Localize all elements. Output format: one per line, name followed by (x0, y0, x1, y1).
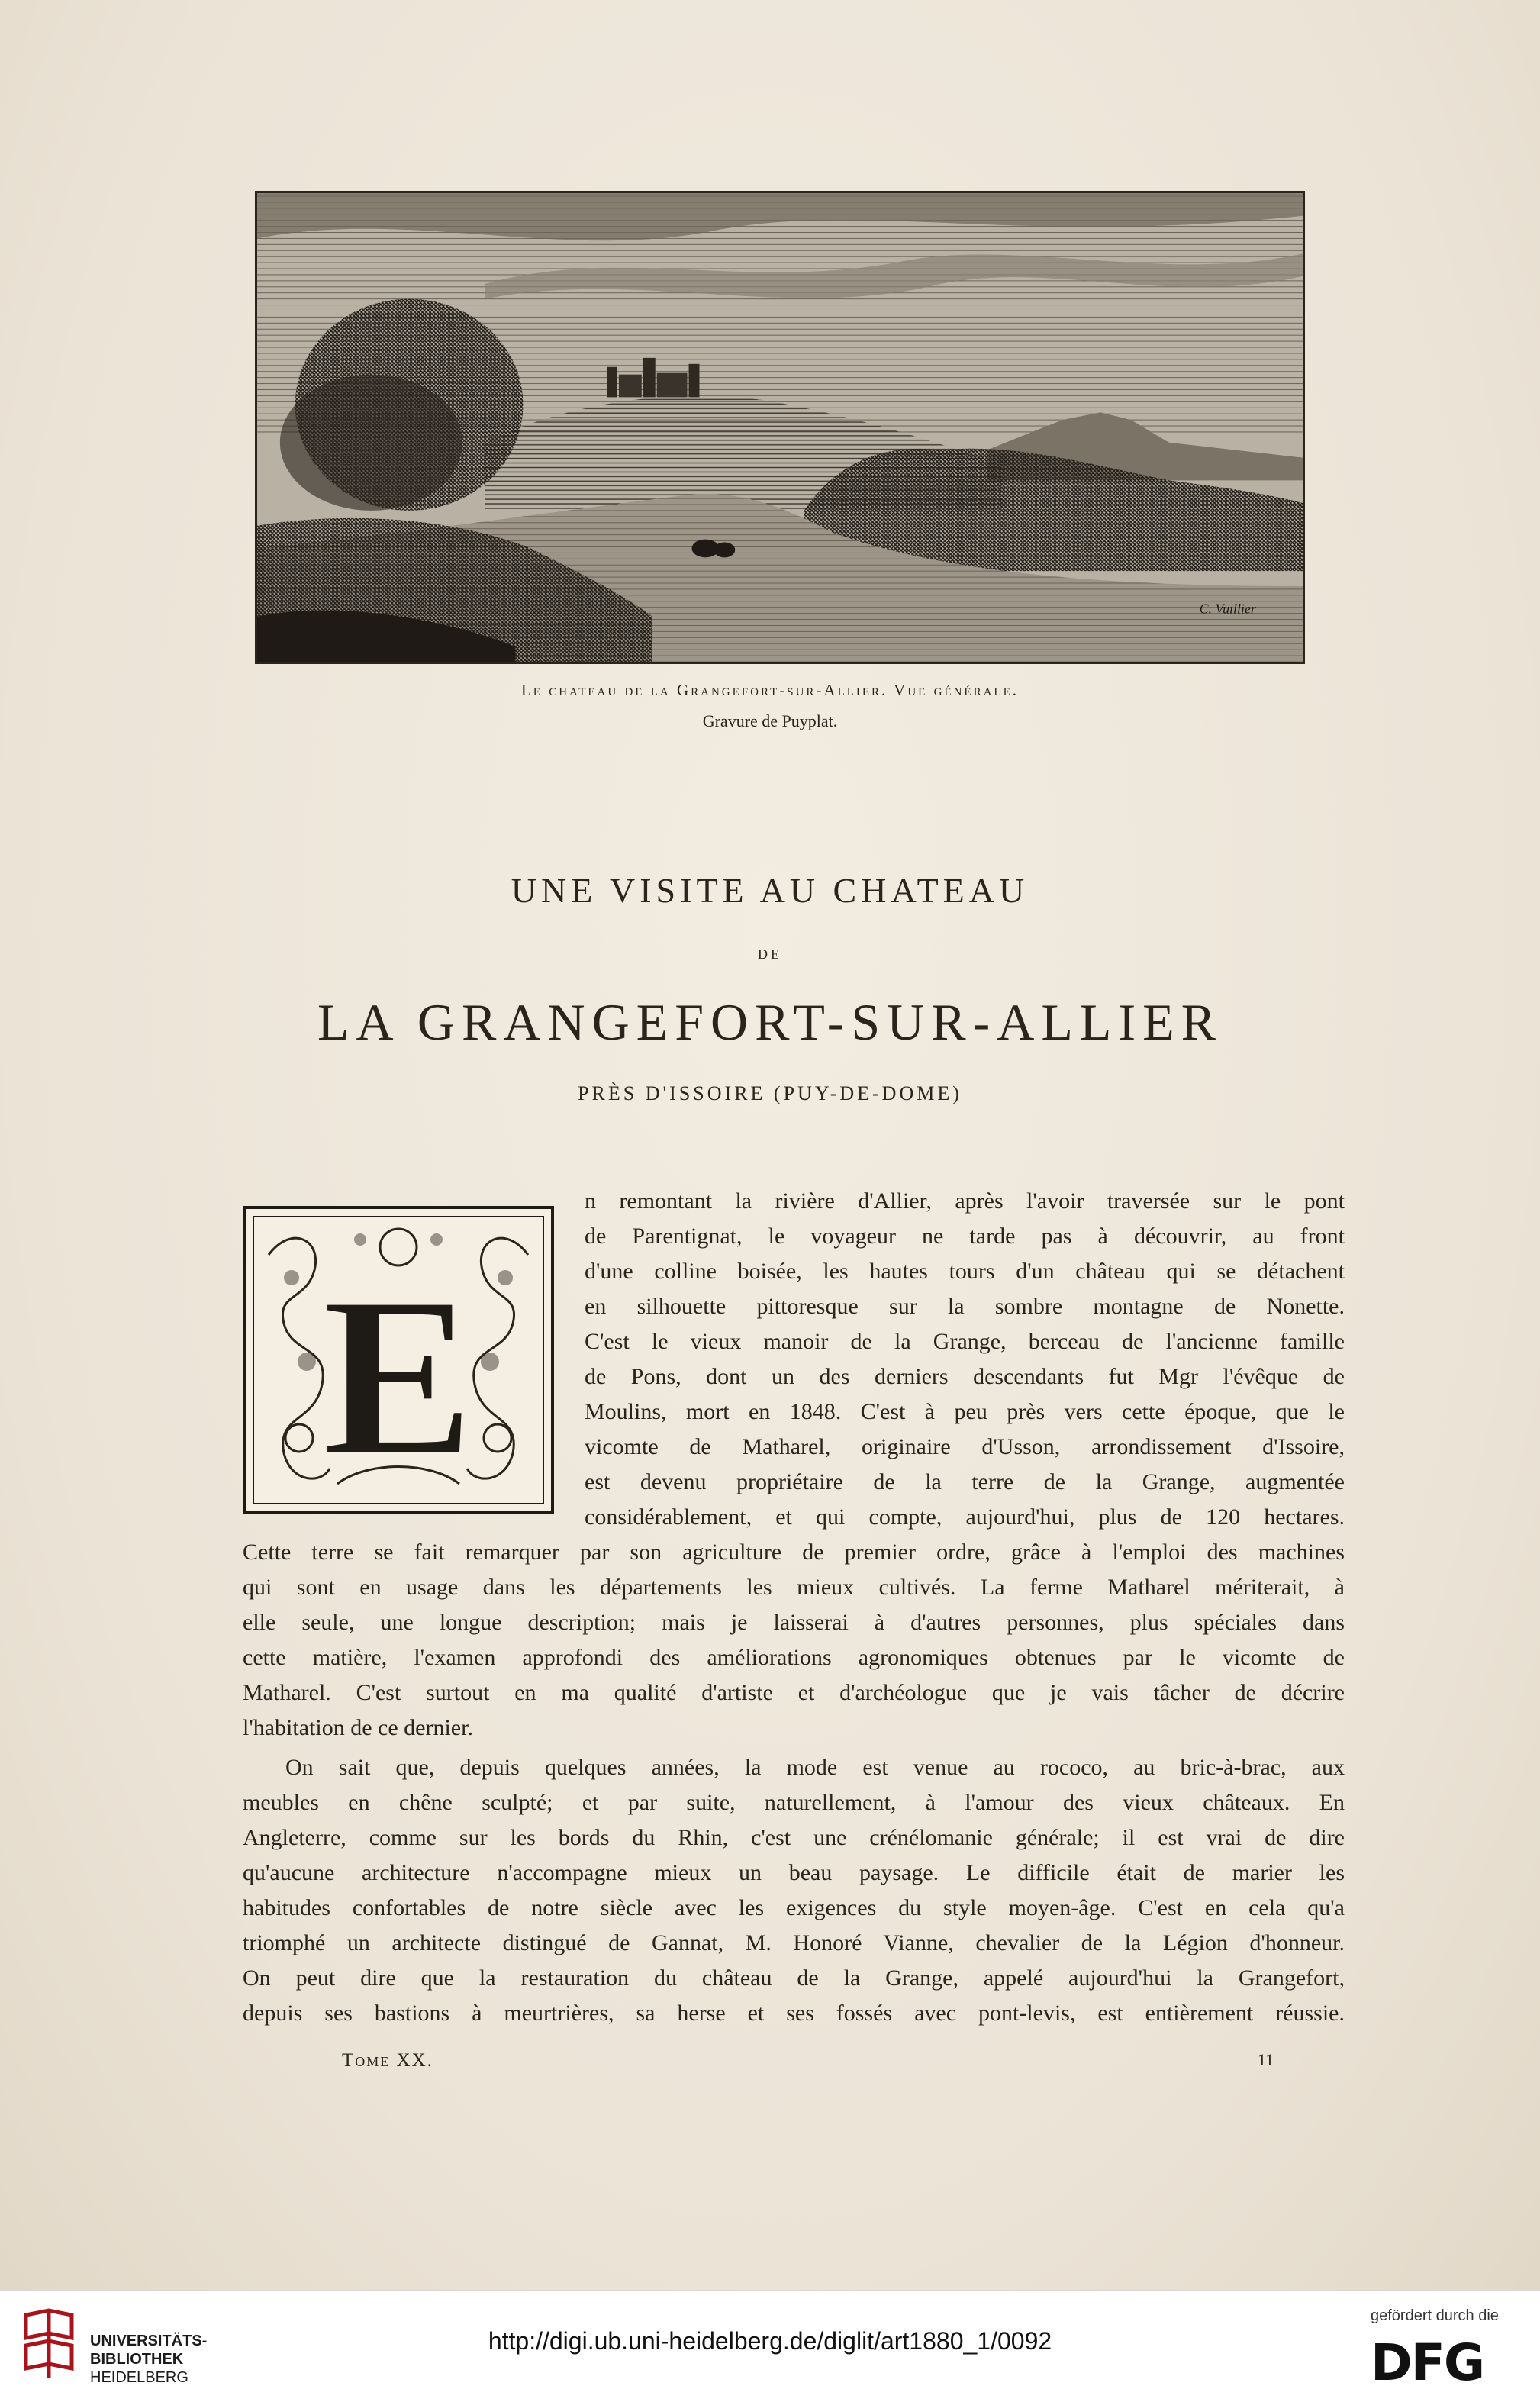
text-line: On peut dire que la restauration du château de la Grange, appelé aujourd'hui la Grangefort, (243, 1965, 1345, 1991)
engraver-signature: Puyplat sc. (263, 630, 331, 648)
artist-signature: C. Vuillier (1199, 601, 1256, 617)
text-line: meubles en chêne sculpté; et par suite, naturellement, à l'amour des vieux châteaux. En (243, 1790, 1345, 1815)
text-line: est devenu propriétaire de la terre de la Grange, augmentée (585, 1469, 1345, 1494)
permalink-url[interactable]: http://digi.ub.uni-heidelberg.de/diglit/art1880_1/0092 (488, 2327, 1052, 2355)
text-line: en silhouette pittoresque sur la sombre montagne de Nonette. (585, 1294, 1345, 1319)
text-line: vicomte de Matharel, originaire d'Usson, arrondissement d'Issoire, (585, 1434, 1345, 1459)
text-line: l'habitation de ce dernier. (243, 1715, 473, 1740)
text-line: Moulins, mort en 1848. C'est à peu près vers cette époque, que le (585, 1399, 1345, 1424)
text-line: d'une colline boisée, les hautes tours d'un château qui se détachent (585, 1259, 1345, 1284)
figure-credit: Gravure de Puyplat. (702, 711, 838, 730)
text-line: elle seule, une longue description; mais je laisserai à d'autres personnes, plus spéciales dans (243, 1610, 1345, 1635)
drop-cap-letter: E (321, 1249, 475, 1503)
funding-label: gefördert durch die (1371, 2307, 1499, 2324)
ornament-initial-icon (246, 1209, 551, 1511)
article-title-line2: LA GRANGEFORT-SUR-ALLIER (317, 993, 1223, 1051)
text-line: Angleterre, comme sur les bords du Rhin, c'est une crénélomanie générale; il est vrai de dire (243, 1825, 1345, 1850)
text-line: n remontant la rivière d'Allier, après l'avoir traversée sur le pont (585, 1188, 1345, 1214)
text-line: de Pons, dont un des derniers descendants fut Mgr l'évêque de (585, 1364, 1345, 1389)
dfg-logo[interactable]: DFG (1371, 2333, 1484, 2392)
text-line: depuis ses bastions à meurtrières, sa herse et ses fossés avec pont-levis, est entièrement réussie. (243, 2001, 1345, 2026)
text-line: cette matière, l'examen approfondi des améliorations agronomiques obtenues par le vicomte de (243, 1645, 1345, 1670)
article-title-de: DE (758, 946, 782, 962)
text-line: considérablement, et qui compte, aujourd'hui, plus de 120 hectares. (585, 1504, 1345, 1530)
text-line: de Parentignat, le voyageur ne tarde pas à découvrir, au front (585, 1224, 1345, 1249)
ornamental-drop-cap (243, 1206, 554, 1514)
library-city: HEIDELBERG (90, 2369, 188, 2386)
text-line: On sait que, depuis quelques années, la mode est venue au rococo, au bric-à-brac, aux (285, 1755, 1345, 1780)
engraving-illustration (255, 191, 1305, 664)
text-line: triomphé un architecte distingué de Gannat, M. Honoré Vianne, chevalier de la Légion d'honneur. (243, 1930, 1345, 1955)
article-title-line1: UNE VISITE AU CHATEAU (511, 871, 1029, 910)
text-line: qu'aucune architecture n'accompagne mieux un beau paysage. Le difficile était de marier les (243, 1860, 1345, 1885)
text-line: habitudes confortables de notre siècle avec les exigences du style moyen-âge. C'est en cela qu'a (243, 1895, 1345, 1920)
text-line: Cette terre se fait remarquer par son agriculture de premier ordre, grâce à l'emploi des machines (243, 1540, 1345, 1565)
landscape-engraving-image (257, 193, 1303, 662)
figure-caption: Le chateau de la Grangefort-sur-Allier. Vue générale. (520, 681, 1019, 699)
library-name-main: UNIVERSITÄTS- BIBLIOTHEK (90, 2333, 208, 2368)
volume-label: Tome XX. (342, 2050, 433, 2071)
viewer-footer-bar (0, 2290, 1540, 2402)
signature-number: 11 (1258, 2050, 1274, 2069)
text-line: qui sont en usage dans les départements les mieux cultivés. La ferme Matharel mériterait, à (243, 1575, 1345, 1600)
text-line: Matharel. C'est surtout en ma qualité d'artiste et d'archéologue que je vais tâcher de décrire (243, 1680, 1345, 1705)
article-subtitle: PRÈS D'ISSOIRE (PUY-DE-DOME) (578, 1082, 962, 1104)
text-line: C'est le vieux manoir de la Grange, berceau de l'ancienne famille (585, 1329, 1345, 1354)
